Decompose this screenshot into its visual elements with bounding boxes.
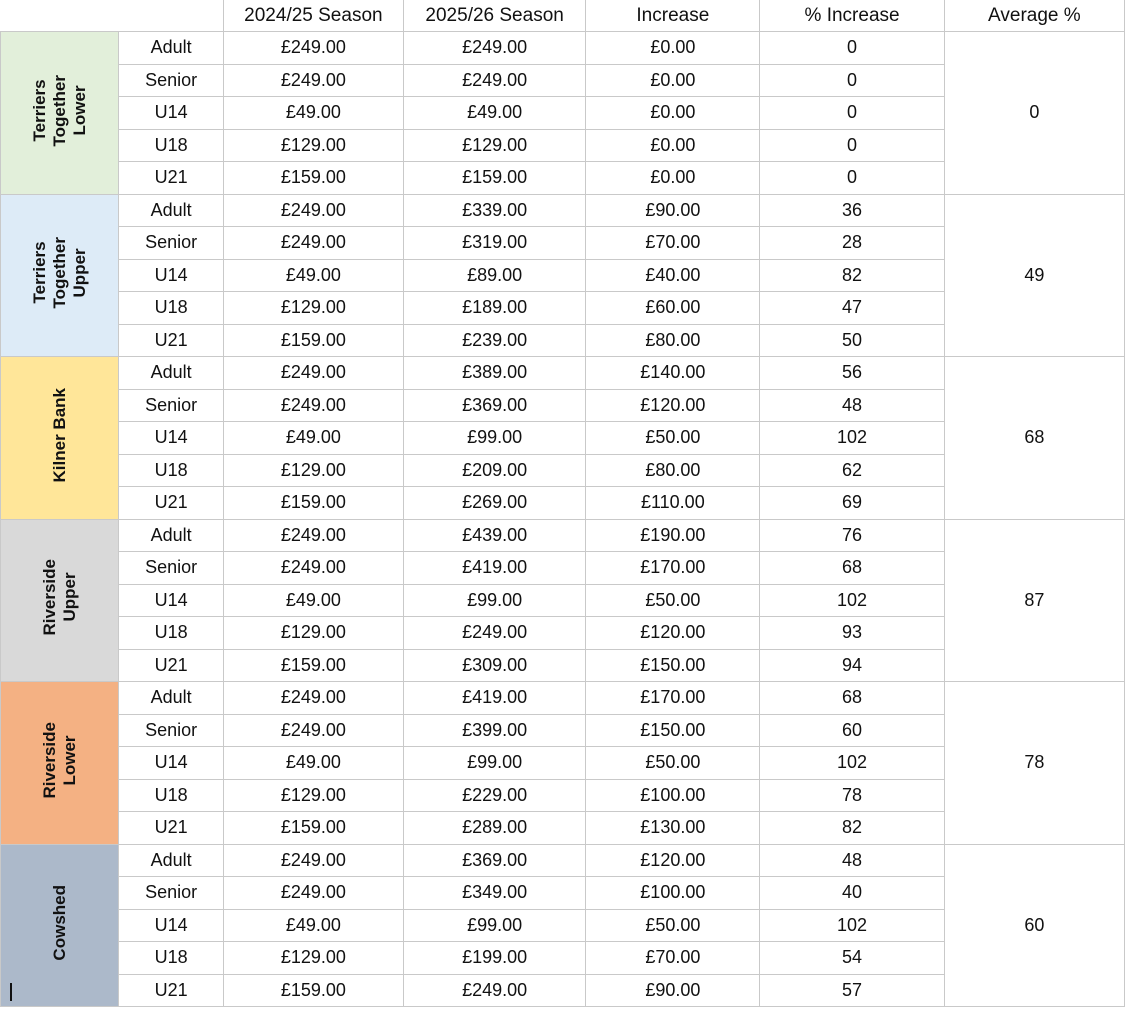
venue-name bbox=[30, 237, 90, 308]
season-2025-cell: £349.00 bbox=[404, 877, 586, 910]
increase-cell: £90.00 bbox=[586, 974, 760, 1007]
pct-increase-cell: 94 bbox=[760, 649, 944, 682]
season-2024-cell: £249.00 bbox=[223, 389, 403, 422]
season-2025-cell: £419.00 bbox=[404, 682, 586, 715]
increase-cell: £50.00 bbox=[586, 747, 760, 780]
season-2024-cell: £249.00 bbox=[223, 32, 403, 65]
season-2024-cell: £49.00 bbox=[223, 422, 403, 455]
venue-name-line: Riverside bbox=[39, 559, 59, 637]
pct-increase-cell: 40 bbox=[760, 877, 944, 910]
venue-group bbox=[1, 682, 1125, 845]
increase-cell: £0.00 bbox=[586, 162, 760, 195]
venue-name bbox=[50, 885, 70, 961]
season-2024-cell: £159.00 bbox=[223, 812, 403, 845]
category-cell: U18 bbox=[119, 129, 223, 162]
category-cell: U14 bbox=[119, 747, 223, 780]
venue-name-cell bbox=[1, 844, 119, 1007]
season-2024-cell: £159.00 bbox=[223, 162, 403, 195]
pct-increase-cell: 102 bbox=[760, 422, 944, 455]
season-2024-cell: £249.00 bbox=[223, 64, 403, 97]
venue-group bbox=[1, 519, 1125, 682]
venue-group bbox=[1, 194, 1125, 357]
venue-name-cell bbox=[1, 32, 119, 195]
season-2024-cell: £159.00 bbox=[223, 487, 403, 520]
venue-group bbox=[1, 32, 1125, 195]
venue-name-cell bbox=[1, 519, 119, 682]
pct-increase-cell: 82 bbox=[760, 812, 944, 845]
cell-cursor-mark bbox=[10, 983, 12, 1001]
category-cell: Senior bbox=[119, 227, 223, 260]
increase-cell: £0.00 bbox=[586, 97, 760, 130]
increase-cell: £70.00 bbox=[586, 227, 760, 260]
pct-increase-cell: 102 bbox=[760, 909, 944, 942]
pct-increase-cell: 56 bbox=[760, 357, 944, 390]
increase-cell: £0.00 bbox=[586, 32, 760, 65]
season-2024-cell: £129.00 bbox=[223, 942, 403, 975]
header-increase: Increase bbox=[586, 0, 760, 32]
venue-name-line: Cowshed bbox=[49, 884, 69, 961]
season-2025-cell: £369.00 bbox=[404, 844, 586, 877]
season-2025-cell: £49.00 bbox=[404, 97, 586, 130]
category-cell: Senior bbox=[119, 552, 223, 585]
venue-name-line: Upper bbox=[69, 248, 89, 298]
pct-increase-cell: 102 bbox=[760, 747, 944, 780]
increase-cell: £140.00 bbox=[586, 357, 760, 390]
table-row bbox=[1, 519, 1125, 552]
pct-increase-cell: 78 bbox=[760, 779, 944, 812]
category-cell: U18 bbox=[119, 454, 223, 487]
pct-increase-cell: 69 bbox=[760, 487, 944, 520]
pct-increase-cell: 102 bbox=[760, 584, 944, 617]
pct-increase-cell: 0 bbox=[760, 64, 944, 97]
category-cell: Adult bbox=[119, 32, 223, 65]
venue-group bbox=[1, 357, 1125, 520]
season-2025-cell: £99.00 bbox=[404, 584, 586, 617]
increase-cell: £80.00 bbox=[586, 324, 760, 357]
increase-cell: £50.00 bbox=[586, 422, 760, 455]
venue-name-cell bbox=[1, 357, 119, 520]
increase-cell: £120.00 bbox=[586, 617, 760, 650]
table-row bbox=[1, 357, 1125, 390]
season-2025-cell: £269.00 bbox=[404, 487, 586, 520]
pct-increase-cell: 28 bbox=[760, 227, 944, 260]
category-cell: U18 bbox=[119, 942, 223, 975]
category-cell: U21 bbox=[119, 162, 223, 195]
pct-increase-cell: 36 bbox=[760, 194, 944, 227]
category-cell: U21 bbox=[119, 324, 223, 357]
increase-cell: £0.00 bbox=[586, 64, 760, 97]
table-row bbox=[1, 32, 1125, 65]
category-cell: U21 bbox=[119, 812, 223, 845]
venue-name-line: Terriers bbox=[29, 79, 49, 142]
pct-increase-cell: 0 bbox=[760, 97, 944, 130]
season-2025-cell: £309.00 bbox=[404, 649, 586, 682]
pct-increase-cell: 0 bbox=[760, 129, 944, 162]
header-pct-increase: % Increase bbox=[760, 0, 944, 32]
category-cell: Adult bbox=[119, 357, 223, 390]
season-2025-cell: £159.00 bbox=[404, 162, 586, 195]
average-pct-cell: 68 bbox=[944, 357, 1124, 520]
season-2025-cell: £419.00 bbox=[404, 552, 586, 585]
season-2025-cell: £99.00 bbox=[404, 422, 586, 455]
venue-name bbox=[30, 75, 90, 146]
table-row bbox=[1, 682, 1125, 715]
season-2025-cell: £99.00 bbox=[404, 747, 586, 780]
venue-name bbox=[50, 388, 70, 482]
season-2024-cell: £249.00 bbox=[223, 552, 403, 585]
category-cell: U18 bbox=[119, 292, 223, 325]
header-blank-cell bbox=[1, 0, 224, 32]
pct-increase-cell: 82 bbox=[760, 259, 944, 292]
season-2025-cell: £209.00 bbox=[404, 454, 586, 487]
venue-name-cell bbox=[1, 682, 119, 845]
increase-cell: £70.00 bbox=[586, 942, 760, 975]
category-cell: U14 bbox=[119, 97, 223, 130]
season-2025-cell: £129.00 bbox=[404, 129, 586, 162]
season-2024-cell: £49.00 bbox=[223, 747, 403, 780]
venue-name-cell bbox=[1, 194, 119, 357]
season-2025-cell: £199.00 bbox=[404, 942, 586, 975]
category-cell: U18 bbox=[119, 617, 223, 650]
increase-cell: £150.00 bbox=[586, 649, 760, 682]
season-2024-cell: £249.00 bbox=[223, 357, 403, 390]
season-2024-cell: £49.00 bbox=[223, 909, 403, 942]
table-row bbox=[1, 844, 1125, 877]
pct-increase-cell: 0 bbox=[760, 32, 944, 65]
season-2025-cell: £369.00 bbox=[404, 389, 586, 422]
season-2025-cell: £99.00 bbox=[404, 909, 586, 942]
season-2024-cell: £129.00 bbox=[223, 292, 403, 325]
average-pct-cell: 78 bbox=[944, 682, 1124, 845]
pct-increase-cell: 48 bbox=[760, 844, 944, 877]
season-2025-cell: £289.00 bbox=[404, 812, 586, 845]
average-pct-cell: 60 bbox=[944, 844, 1124, 1007]
category-cell: U18 bbox=[119, 779, 223, 812]
season-2024-cell: £249.00 bbox=[223, 682, 403, 715]
season-2024-cell: £129.00 bbox=[223, 454, 403, 487]
season-2025-cell: £389.00 bbox=[404, 357, 586, 390]
season-2025-cell: £339.00 bbox=[404, 194, 586, 227]
season-2024-cell: £159.00 bbox=[223, 324, 403, 357]
category-cell: U14 bbox=[119, 909, 223, 942]
pct-increase-cell: 76 bbox=[760, 519, 944, 552]
category-cell: Senior bbox=[119, 64, 223, 97]
season-2024-cell: £249.00 bbox=[223, 519, 403, 552]
season-2025-cell: £229.00 bbox=[404, 779, 586, 812]
increase-cell: £120.00 bbox=[586, 389, 760, 422]
season-2024-cell: £129.00 bbox=[223, 779, 403, 812]
pct-increase-cell: 47 bbox=[760, 292, 944, 325]
season-2024-cell: £49.00 bbox=[223, 259, 403, 292]
season-2024-cell: £249.00 bbox=[223, 714, 403, 747]
category-cell: U14 bbox=[119, 584, 223, 617]
increase-cell: £90.00 bbox=[586, 194, 760, 227]
category-cell: Senior bbox=[119, 877, 223, 910]
increase-cell: £170.00 bbox=[586, 682, 760, 715]
season-2024-cell: £249.00 bbox=[223, 844, 403, 877]
pct-increase-cell: 93 bbox=[760, 617, 944, 650]
increase-cell: £80.00 bbox=[586, 454, 760, 487]
header-average-pct: Average % bbox=[944, 0, 1124, 32]
increase-cell: £100.00 bbox=[586, 877, 760, 910]
season-2025-cell: £439.00 bbox=[404, 519, 586, 552]
increase-cell: £40.00 bbox=[586, 259, 760, 292]
pct-increase-cell: 60 bbox=[760, 714, 944, 747]
venue-name-line: Kilner Bank bbox=[49, 388, 69, 483]
venue-name-line: Terriers bbox=[29, 241, 49, 304]
venue-name-line: Together bbox=[49, 237, 69, 309]
season-2024-cell: £129.00 bbox=[223, 129, 403, 162]
pct-increase-cell: 57 bbox=[760, 974, 944, 1007]
season-2024-cell: £49.00 bbox=[223, 97, 403, 130]
pct-increase-cell: 48 bbox=[760, 389, 944, 422]
season-2025-cell: £249.00 bbox=[404, 617, 586, 650]
increase-cell: £0.00 bbox=[586, 129, 760, 162]
venue-name bbox=[40, 722, 80, 799]
season-2025-cell: £249.00 bbox=[404, 64, 586, 97]
pct-increase-cell: 62 bbox=[760, 454, 944, 487]
category-cell: U21 bbox=[119, 974, 223, 1007]
venue-name-line: Lower bbox=[59, 735, 79, 786]
increase-cell: £130.00 bbox=[586, 812, 760, 845]
average-pct-cell: 0 bbox=[944, 32, 1124, 195]
increase-cell: £100.00 bbox=[586, 779, 760, 812]
season-2024-cell: £249.00 bbox=[223, 194, 403, 227]
venue-name bbox=[40, 559, 80, 636]
table-row bbox=[1, 194, 1125, 227]
pct-increase-cell: 68 bbox=[760, 552, 944, 585]
increase-cell: £60.00 bbox=[586, 292, 760, 325]
season-2024-cell: £249.00 bbox=[223, 227, 403, 260]
pct-increase-cell: 0 bbox=[760, 162, 944, 195]
pct-increase-cell: 54 bbox=[760, 942, 944, 975]
average-pct-cell: 49 bbox=[944, 194, 1124, 357]
season-2024-cell: £159.00 bbox=[223, 974, 403, 1007]
season-2025-cell: £89.00 bbox=[404, 259, 586, 292]
increase-cell: £50.00 bbox=[586, 584, 760, 617]
increase-cell: £120.00 bbox=[586, 844, 760, 877]
header-season-2025: 2025/26 Season bbox=[404, 0, 586, 32]
pct-increase-cell: 68 bbox=[760, 682, 944, 715]
venue-name-line: Lower bbox=[69, 85, 89, 136]
header-row bbox=[1, 0, 1125, 32]
venue-name-line: Upper bbox=[59, 573, 79, 623]
season-2025-cell: £249.00 bbox=[404, 32, 586, 65]
venue-name-line: Together bbox=[49, 74, 69, 146]
pct-increase-cell: 50 bbox=[760, 324, 944, 357]
season-2024-cell: £129.00 bbox=[223, 617, 403, 650]
increase-cell: £170.00 bbox=[586, 552, 760, 585]
season-2025-cell: £239.00 bbox=[404, 324, 586, 357]
category-cell: U21 bbox=[119, 649, 223, 682]
season-2025-cell: £249.00 bbox=[404, 974, 586, 1007]
venue-name-line: Riverside bbox=[39, 721, 59, 799]
category-cell: Senior bbox=[119, 389, 223, 422]
average-pct-cell: 87 bbox=[944, 519, 1124, 682]
increase-cell: £110.00 bbox=[586, 487, 760, 520]
category-cell: U14 bbox=[119, 422, 223, 455]
category-cell: U14 bbox=[119, 259, 223, 292]
header-season-2024: 2024/25 Season bbox=[223, 0, 403, 32]
increase-cell: £190.00 bbox=[586, 519, 760, 552]
category-cell: Adult bbox=[119, 682, 223, 715]
season-2024-cell: £249.00 bbox=[223, 877, 403, 910]
season-2025-cell: £399.00 bbox=[404, 714, 586, 747]
category-cell: Adult bbox=[119, 194, 223, 227]
season-2024-cell: £159.00 bbox=[223, 649, 403, 682]
season-2025-cell: £189.00 bbox=[404, 292, 586, 325]
category-cell: Adult bbox=[119, 844, 223, 877]
increase-cell: £150.00 bbox=[586, 714, 760, 747]
season-2025-cell: £319.00 bbox=[404, 227, 586, 260]
category-cell: Senior bbox=[119, 714, 223, 747]
season-2024-cell: £49.00 bbox=[223, 584, 403, 617]
venue-group bbox=[1, 844, 1125, 1007]
increase-cell: £50.00 bbox=[586, 909, 760, 942]
category-cell: Adult bbox=[119, 519, 223, 552]
category-cell: U21 bbox=[119, 487, 223, 520]
